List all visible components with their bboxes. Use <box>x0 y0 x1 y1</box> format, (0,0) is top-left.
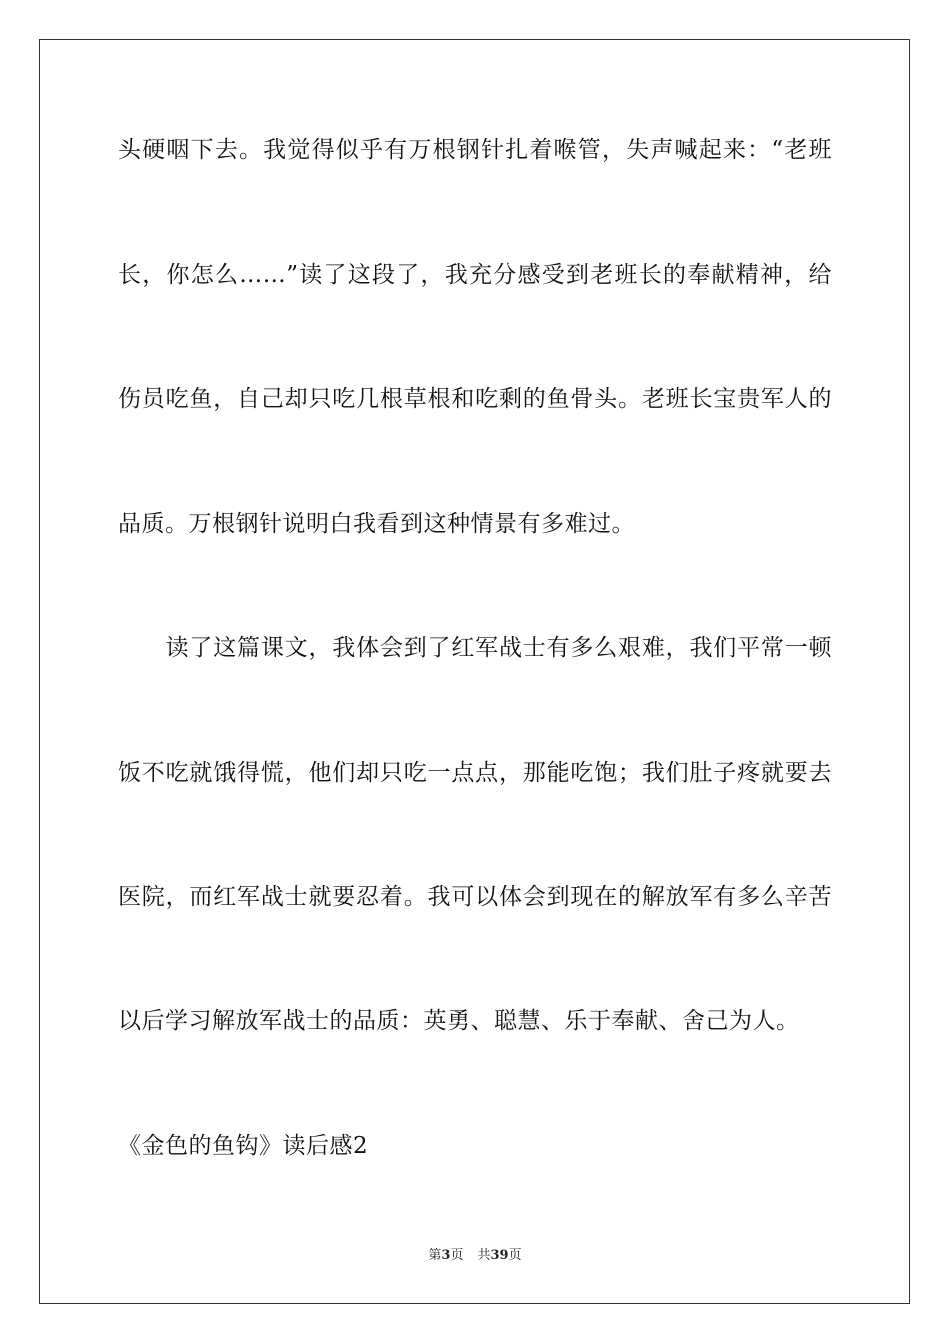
footer-total-suffix: 页 <box>508 1248 522 1263</box>
body-line-8: 以后学习解放军战士的品质：英勇、聪慧、乐于奉献、舍己为人。 <box>118 1008 800 1034</box>
section-title: 《金色的鱼钩》读后感2 <box>118 1133 369 1159</box>
footer-total-prefix: 共 <box>477 1248 491 1263</box>
page-border <box>39 39 910 1304</box>
body-line-2: 长，你怎么……”读了这段了，我充分感受到老班长的奉献精神，给 <box>118 262 832 288</box>
body-line-3: 伤员吃鱼，自己却只吃几根草根和吃剩的鱼骨头。老班长宝贵军人的 <box>118 386 832 412</box>
body-line-7: 医院，而红军战士就要忍着。我可以体会到现在的解放军有多么辛苦 <box>118 884 832 910</box>
body-line-1: 头硬咽下去。我觉得似乎有万根钢针扎着喉管，失声喊起来：“老班 <box>118 137 832 163</box>
body-line-6: 饭不吃就饿得慌，他们却只吃一点点，那能吃饱；我们肚子疼就要去 <box>118 760 832 786</box>
body-line-4: 品质。万根钢针说明白我看到这种情景有多难过。 <box>118 511 635 537</box>
footer-page-prefix: 第 <box>428 1248 442 1263</box>
footer-page-number: 3 <box>441 1248 451 1263</box>
footer-page-suffix: 页 <box>450 1248 464 1263</box>
page-footer <box>0 1247 950 1265</box>
body-line-5: 读了这篇课文，我体会到了红军战士有多么艰难，我们平常一顿 <box>118 635 832 661</box>
footer-total-pages: 39 <box>490 1248 509 1263</box>
